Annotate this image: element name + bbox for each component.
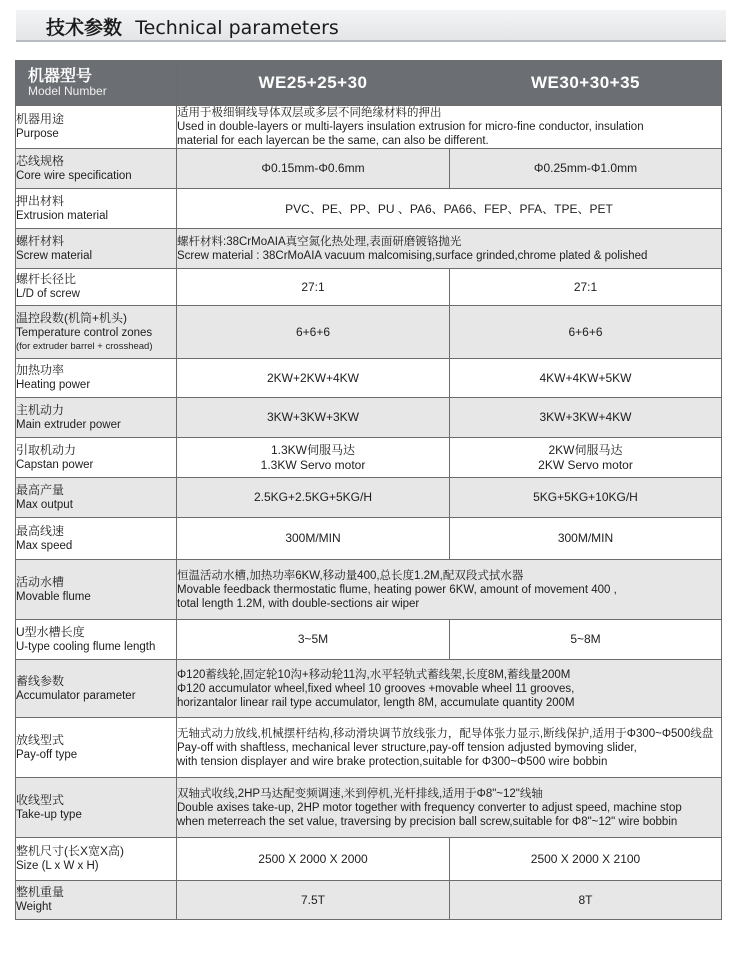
row-label-cn: 螺杆长径比 <box>16 272 77 286</box>
table-row <box>16 269 722 306</box>
row-value-span <box>177 106 722 149</box>
value-line: 1.3KW伺服马达 <box>270 442 355 457</box>
row-label-en: Pay-off type <box>16 748 78 761</box>
value-line: 2.5KG+2.5KG+5KG/H <box>253 490 373 504</box>
value-line: Φ120蓄线轮,固定轮10沟+移动轮11沟,水平轻轨式蓄线架,长度8M,蓄线量200M <box>177 668 571 681</box>
value-line: 2500 X 2000 X 2000 <box>258 851 368 866</box>
value-model-2 <box>450 478 722 518</box>
value-line: 27:1 <box>301 279 325 294</box>
value-model-1 <box>177 881 450 920</box>
row-label-cell <box>16 359 177 398</box>
row-label-en: Max output <box>16 498 73 511</box>
value-line: with tension displayer and wire brake protection,suitable for Φ300~Φ500 wire bobbin <box>177 755 608 768</box>
row-label-cn: 主机动力 <box>16 402 65 417</box>
row-label-en: Accumulator parameter <box>16 689 136 702</box>
value-model-2 <box>450 881 722 920</box>
row-value-span <box>177 718 722 778</box>
row-label-en: L/D of screw <box>16 288 80 300</box>
value-line: 双轴式收线,2HP马达配变频调速,米到停机,光杆排线,适用于Φ8"~12"线轴 <box>177 787 543 800</box>
value-line: Pay-off with shaftless, mechanical lever structure,pay-off tension adjusted bymoving slider, <box>177 741 637 754</box>
value-line: Screw material : 38CrMoAIA vacuum malcomising,surface grinded,chrome plated & polished <box>177 249 648 262</box>
table-row <box>16 189 722 229</box>
row-label-en: Movable flume <box>16 590 91 603</box>
table-row <box>16 106 722 149</box>
row-value-span <box>177 229 722 269</box>
value-line: 3~5M <box>297 632 329 646</box>
row-label-cell <box>16 189 177 229</box>
value-line: material for each layercan be the same, can also be different. <box>177 135 489 147</box>
model-number-label-cn: 机器型号 <box>28 68 93 85</box>
row-label-en: Screw material <box>16 249 93 262</box>
value-line: Movable feedback thermostatic flume, heating power 6KW, amount of movement 400 , <box>177 583 617 596</box>
row-label-cn: 整机重量 <box>16 885 65 899</box>
row-value-span <box>177 660 722 718</box>
table-row <box>16 359 722 398</box>
row-label-cell <box>16 718 177 778</box>
row-label-cell <box>16 881 177 920</box>
value-line: 8T <box>578 892 593 907</box>
value-model-2 <box>450 149 722 189</box>
row-label-en: Max speed <box>16 539 73 552</box>
value-line: 恒温活动水槽,加热功率6KW,移动量400,总长度1.2M,配双段式拭水器 <box>177 569 524 582</box>
row-label-cell <box>16 620 177 660</box>
value-line: 2KW Servo motor <box>538 457 633 472</box>
value-model-1 <box>177 149 450 189</box>
row-label-cn: 收线型式 <box>16 792 65 807</box>
row-label-cn: 温控段数(机筒+机头) <box>16 311 128 325</box>
row-value-span: PVC、PE、PP、PU 、PA6、PA66、FEP、PFA、TPE、PET <box>177 189 722 229</box>
value-model-2 <box>450 306 722 359</box>
row-label-en: Temperature control zones <box>16 327 153 339</box>
value-line: 螺杆材料:38CrMoAIA真空氮化热处理,表面研磨镀铬抛光 <box>177 235 462 248</box>
row-label-cell <box>16 660 177 718</box>
model-number-label-en: Model Number <box>28 84 107 98</box>
row-label-cn: 活动水槽 <box>16 574 65 589</box>
value-line: 1.3KW Servo motor <box>260 457 366 472</box>
table-row <box>16 229 722 269</box>
value-line: 300M/MIN <box>285 531 341 545</box>
value-line: when meterreach the set value, traversing by precision ball screw,suitable for Φ8"~12" wire bobbin <box>177 815 678 828</box>
value-model-2 <box>450 518 722 560</box>
value-line: 27:1 <box>573 279 598 294</box>
value-model-2 <box>450 359 722 398</box>
value-model-1 <box>177 478 450 518</box>
table-header-row <box>16 61 722 106</box>
row-label-cell <box>16 778 177 838</box>
table-row <box>16 478 722 518</box>
value-model-1 <box>177 306 450 359</box>
row-label-cn: 机器用途 <box>16 112 65 126</box>
row-value-span <box>177 560 722 620</box>
value-line: 2KW伺服马达 <box>548 442 623 457</box>
row-label-cell <box>16 838 177 881</box>
value-model-1 <box>177 438 450 478</box>
value-line: 6+6+6 <box>568 324 603 339</box>
row-label-cell <box>16 478 177 518</box>
value-line: 3KW+3KW+4KW <box>539 410 632 424</box>
page-title <box>46 13 339 40</box>
value-model-1 <box>177 359 450 398</box>
row-label-cn: 螺杆材料 <box>16 233 65 248</box>
row-label-cell <box>16 398 177 438</box>
value-line: 4KW+4KW+5KW <box>539 370 632 385</box>
value-model-1 <box>177 838 450 881</box>
value-model-2 <box>450 838 722 881</box>
value-line: 7.5T <box>300 892 325 907</box>
row-label-cn: 最高产量 <box>16 482 65 497</box>
table-row <box>16 560 722 620</box>
value-model-1 <box>177 518 450 560</box>
value-model-2 <box>450 620 722 660</box>
row-label-cn: 放线型式 <box>16 732 65 747</box>
header-label-cell <box>16 61 177 106</box>
row-label-cn: 最高线速 <box>16 523 65 538</box>
row-label-sub: (for extruder barrel + crosshead) <box>16 341 153 352</box>
value-line: Φ0.25mm-Φ1.0mm <box>533 161 638 175</box>
row-label-en: Core wire specification <box>16 169 132 182</box>
value-line: 2KW+2KW+4KW <box>266 370 360 385</box>
value-line: 3KW+3KW+3KW <box>266 410 360 424</box>
value-line: Φ120 accumulator wheel,fixed wheel 10 grooves +movable wheel 11 grooves, <box>177 682 575 695</box>
row-label-cn: U型水槽长度 <box>16 624 85 639</box>
table-row <box>16 518 722 560</box>
title-chinese: 技术参数 <box>46 17 123 39</box>
row-label-cn: 芯线规格 <box>16 153 65 168</box>
value-line: 300M/MIN <box>557 531 614 545</box>
value-line: Φ0.15mm-Φ0.6mm <box>261 161 365 175</box>
value-line: 5~8M <box>570 632 601 646</box>
row-label-cell <box>16 306 177 359</box>
model-name-1: WE25+25+30 <box>177 61 450 106</box>
row-label-cn: 押出材料 <box>16 193 65 208</box>
row-value-span <box>177 778 722 838</box>
table-row <box>16 306 722 359</box>
table-row <box>16 718 722 778</box>
row-label-en: Main extruder power <box>16 418 121 431</box>
table-row <box>16 660 722 718</box>
row-label-en: Capstan power <box>16 458 94 471</box>
row-label-cell <box>16 269 177 306</box>
value-line: 6+6+6 <box>295 324 331 339</box>
row-label-cn: 整机尺寸(长X宽X高) <box>16 844 125 858</box>
value-model-2 <box>450 438 722 478</box>
table-row <box>16 778 722 838</box>
value-model-1 <box>177 398 450 438</box>
table-row <box>16 438 722 478</box>
row-label-en: Weight <box>16 901 52 913</box>
table-row <box>16 398 722 438</box>
row-label-cell <box>16 518 177 560</box>
row-label-cn: 加热功率 <box>16 363 65 377</box>
value-model-1 <box>177 620 450 660</box>
row-label-cell <box>16 149 177 189</box>
value-line: 无轴式动力放线,机械摆杆结构,移动滑块调节放线张力，配导体张力显示,断线保护,适用于Φ300~Φ500线盘 <box>177 727 714 740</box>
row-label-en: Size (L x W x H) <box>16 860 99 872</box>
value-line: 适用于极细铜线导体双层或多层不同绝缘材料的押出 <box>177 107 442 119</box>
parameters-table <box>15 60 722 920</box>
table-row <box>16 149 722 189</box>
row-label-cell <box>16 106 177 149</box>
value-model-1 <box>177 269 450 306</box>
row-label-cn: 蓄线参数 <box>16 673 65 688</box>
row-label-cn: 引取机动力 <box>16 442 77 457</box>
value-line: Used in double-layers or multi-layers insulation extrusion for micro-fine conductor, insulation <box>177 121 644 133</box>
row-label-en: U-type cooling flume length <box>16 640 156 653</box>
value-line: 2500 X 2000 X 2100 <box>530 851 641 866</box>
value-model-2 <box>450 398 722 438</box>
header-bar <box>16 10 726 42</box>
row-label-en: Heating power <box>16 379 91 391</box>
value-line: horizantalor linear rail type accumulator, length 8M, accumulate quantity 200M <box>177 696 575 709</box>
value-model-2 <box>450 269 722 306</box>
value-line: Double axises take-up, 2HP motor together with frequency converter to adjust speed, machine stop <box>177 801 682 814</box>
table-row <box>16 881 722 920</box>
table-row <box>16 620 722 660</box>
row-label-cell <box>16 560 177 620</box>
row-label-en: Take-up type <box>16 808 82 821</box>
row-label-en: Extrusion material <box>16 209 109 222</box>
value-line: 5KG+5KG+10KG/H <box>533 490 638 504</box>
row-label-cell <box>16 438 177 478</box>
row-label-en: Purpose <box>16 128 59 140</box>
row-label-cell <box>16 229 177 269</box>
title-english: Technical parameters <box>135 17 339 39</box>
table-row <box>16 838 722 881</box>
model-name-2: WE30+30+35 <box>450 61 722 106</box>
value-line: total length 1.2M, with double-sections air wiper <box>177 597 420 610</box>
